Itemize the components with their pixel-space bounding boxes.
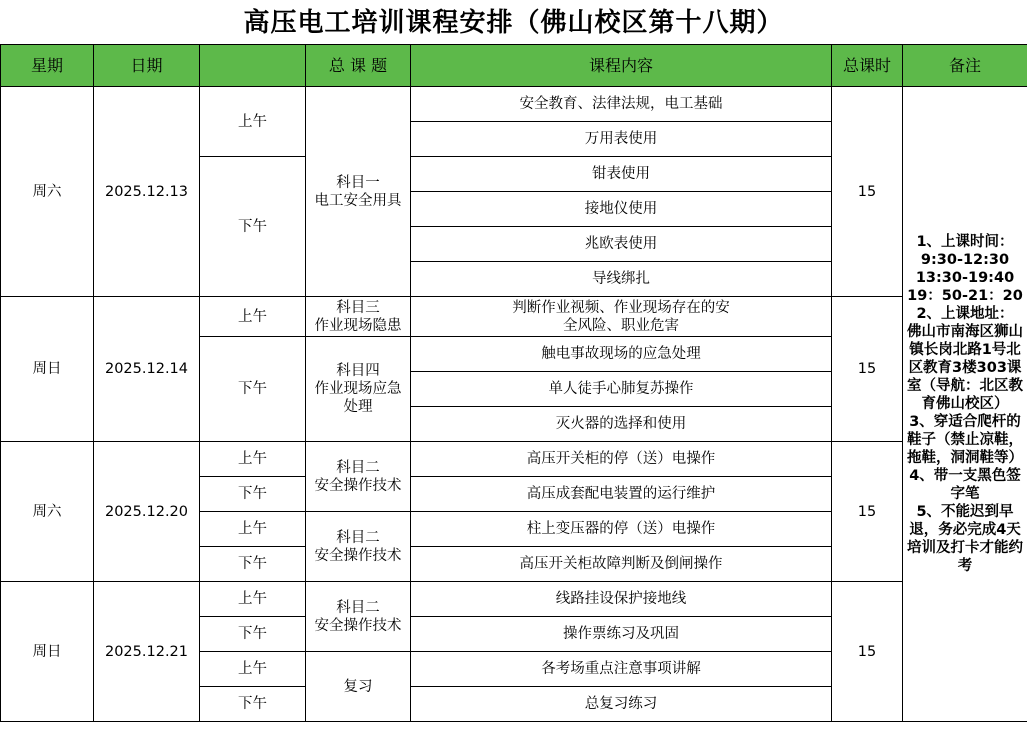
- weekday-cell: 周日: [1, 297, 94, 442]
- content-cell: 灭火器的选择和使用: [411, 407, 832, 442]
- date-cell: 2025.12.20: [94, 442, 200, 582]
- remark-line: 1、上课时间：: [916, 234, 1014, 250]
- header-weekday: 星期: [1, 45, 94, 87]
- period-cell: 上午: [200, 652, 306, 687]
- content-cell: 各考场重点注意事项讲解: [411, 652, 832, 687]
- subject-cell: 复习: [306, 652, 411, 722]
- header-subject: 总 课 题: [306, 45, 411, 87]
- header-date: 日期: [94, 45, 200, 87]
- table-row: [1, 87, 1027, 122]
- weekday-cell: 周六: [1, 87, 94, 297]
- remark-line: 19：50-21：20: [907, 288, 1023, 304]
- subject-cell: 科目一 电工安全用具: [306, 87, 411, 297]
- table-row: [1, 297, 1027, 337]
- period-cell: 下午: [200, 617, 306, 652]
- content-cell: 高压开关柜的停（送）电操作: [411, 442, 832, 477]
- hours-cell: 15: [832, 87, 903, 297]
- content-cell: 钳表使用: [411, 157, 832, 192]
- content-cell: 总复习练习: [411, 687, 832, 722]
- table-row: [1, 442, 1027, 477]
- period-cell: 上午: [200, 442, 306, 477]
- period-cell: 下午: [200, 157, 306, 297]
- period-cell: 上午: [200, 297, 306, 337]
- weekday-cell: 周六: [1, 442, 94, 582]
- remarks-cell: [903, 87, 1027, 722]
- content-cell: 高压开关柜故障判断及倒闸操作: [411, 547, 832, 582]
- remark-line: 3、穿适合爬杆的鞋子（禁止凉鞋，拖鞋，洞洞鞋等）: [907, 414, 1023, 466]
- content-cell: 单人徒手心肺复苏操作: [411, 372, 832, 407]
- content-cell: 触电事故现场的应急处理: [411, 337, 832, 372]
- header-row: [1, 45, 1027, 87]
- period-cell: 下午: [200, 477, 306, 512]
- date-cell: 2025.12.14: [94, 297, 200, 442]
- header-remarks: 备注: [903, 45, 1027, 87]
- remark-line: 5、不能迟到早退，务必完成4天培训及打卡才能约考: [907, 504, 1023, 574]
- header-session: [200, 45, 306, 87]
- content-cell: 兆欧表使用: [411, 227, 832, 262]
- page-title: 高压电工培训课程安排（佛山校区第十八期）: [243, 8, 784, 38]
- schedule-table: [0, 44, 1027, 722]
- content-cell: 操作票练习及巩固: [411, 617, 832, 652]
- content-cell: 高压成套配电装置的运行维护: [411, 477, 832, 512]
- subject-cell: 科目三 作业现场隐患: [306, 297, 411, 337]
- date-cell: 2025.12.21: [94, 582, 200, 722]
- content-cell: 万用表使用: [411, 122, 832, 157]
- content-cell: 判断作业视频、作业现场存在的安 全风险、职业危害: [411, 297, 832, 337]
- period-cell: 下午: [200, 337, 306, 442]
- period-cell: 上午: [200, 512, 306, 547]
- content-cell: 导线绑扎: [411, 262, 832, 297]
- remark-line: 9:30-12:30: [920, 252, 1010, 268]
- period-cell: 上午: [200, 87, 306, 157]
- table-row: [1, 582, 1027, 617]
- period-cell: 下午: [200, 547, 306, 582]
- weekday-cell: 周日: [1, 582, 94, 722]
- remark-line: 佛山市南海区狮山镇长岗北路1号北区教育3楼303课室（导航：北区教育佛山校区）: [907, 324, 1023, 412]
- subject-cell: 科目四 作业现场应急 处理: [306, 337, 411, 442]
- hours-cell: 15: [832, 582, 903, 722]
- period-cell: 下午: [200, 687, 306, 722]
- subject-cell: 科目二 安全操作技术: [306, 512, 411, 582]
- period-cell: 上午: [200, 582, 306, 617]
- remark-line: 2、上课地址：: [916, 306, 1014, 322]
- subject-cell: 科目二 安全操作技术: [306, 582, 411, 652]
- header-content: 课程内容: [411, 45, 832, 87]
- content-cell: 安全教育、法律法规，电工基础: [411, 87, 832, 122]
- content-cell: 线路挂设保护接地线: [411, 582, 832, 617]
- remark-line: 13:30-19:40: [915, 270, 1015, 286]
- hours-cell: 15: [832, 442, 903, 582]
- hours-cell: 15: [832, 297, 903, 442]
- content-cell: 柱上变压器的停（送）电操作: [411, 512, 832, 547]
- remark-line: 4、带一支黑色签字笔: [909, 468, 1021, 502]
- subject-cell: 科目二 安全操作技术: [306, 442, 411, 512]
- date-cell: 2025.12.13: [94, 87, 200, 297]
- header-hours: 总课时: [832, 45, 903, 87]
- content-cell: 接地仪使用: [411, 192, 832, 227]
